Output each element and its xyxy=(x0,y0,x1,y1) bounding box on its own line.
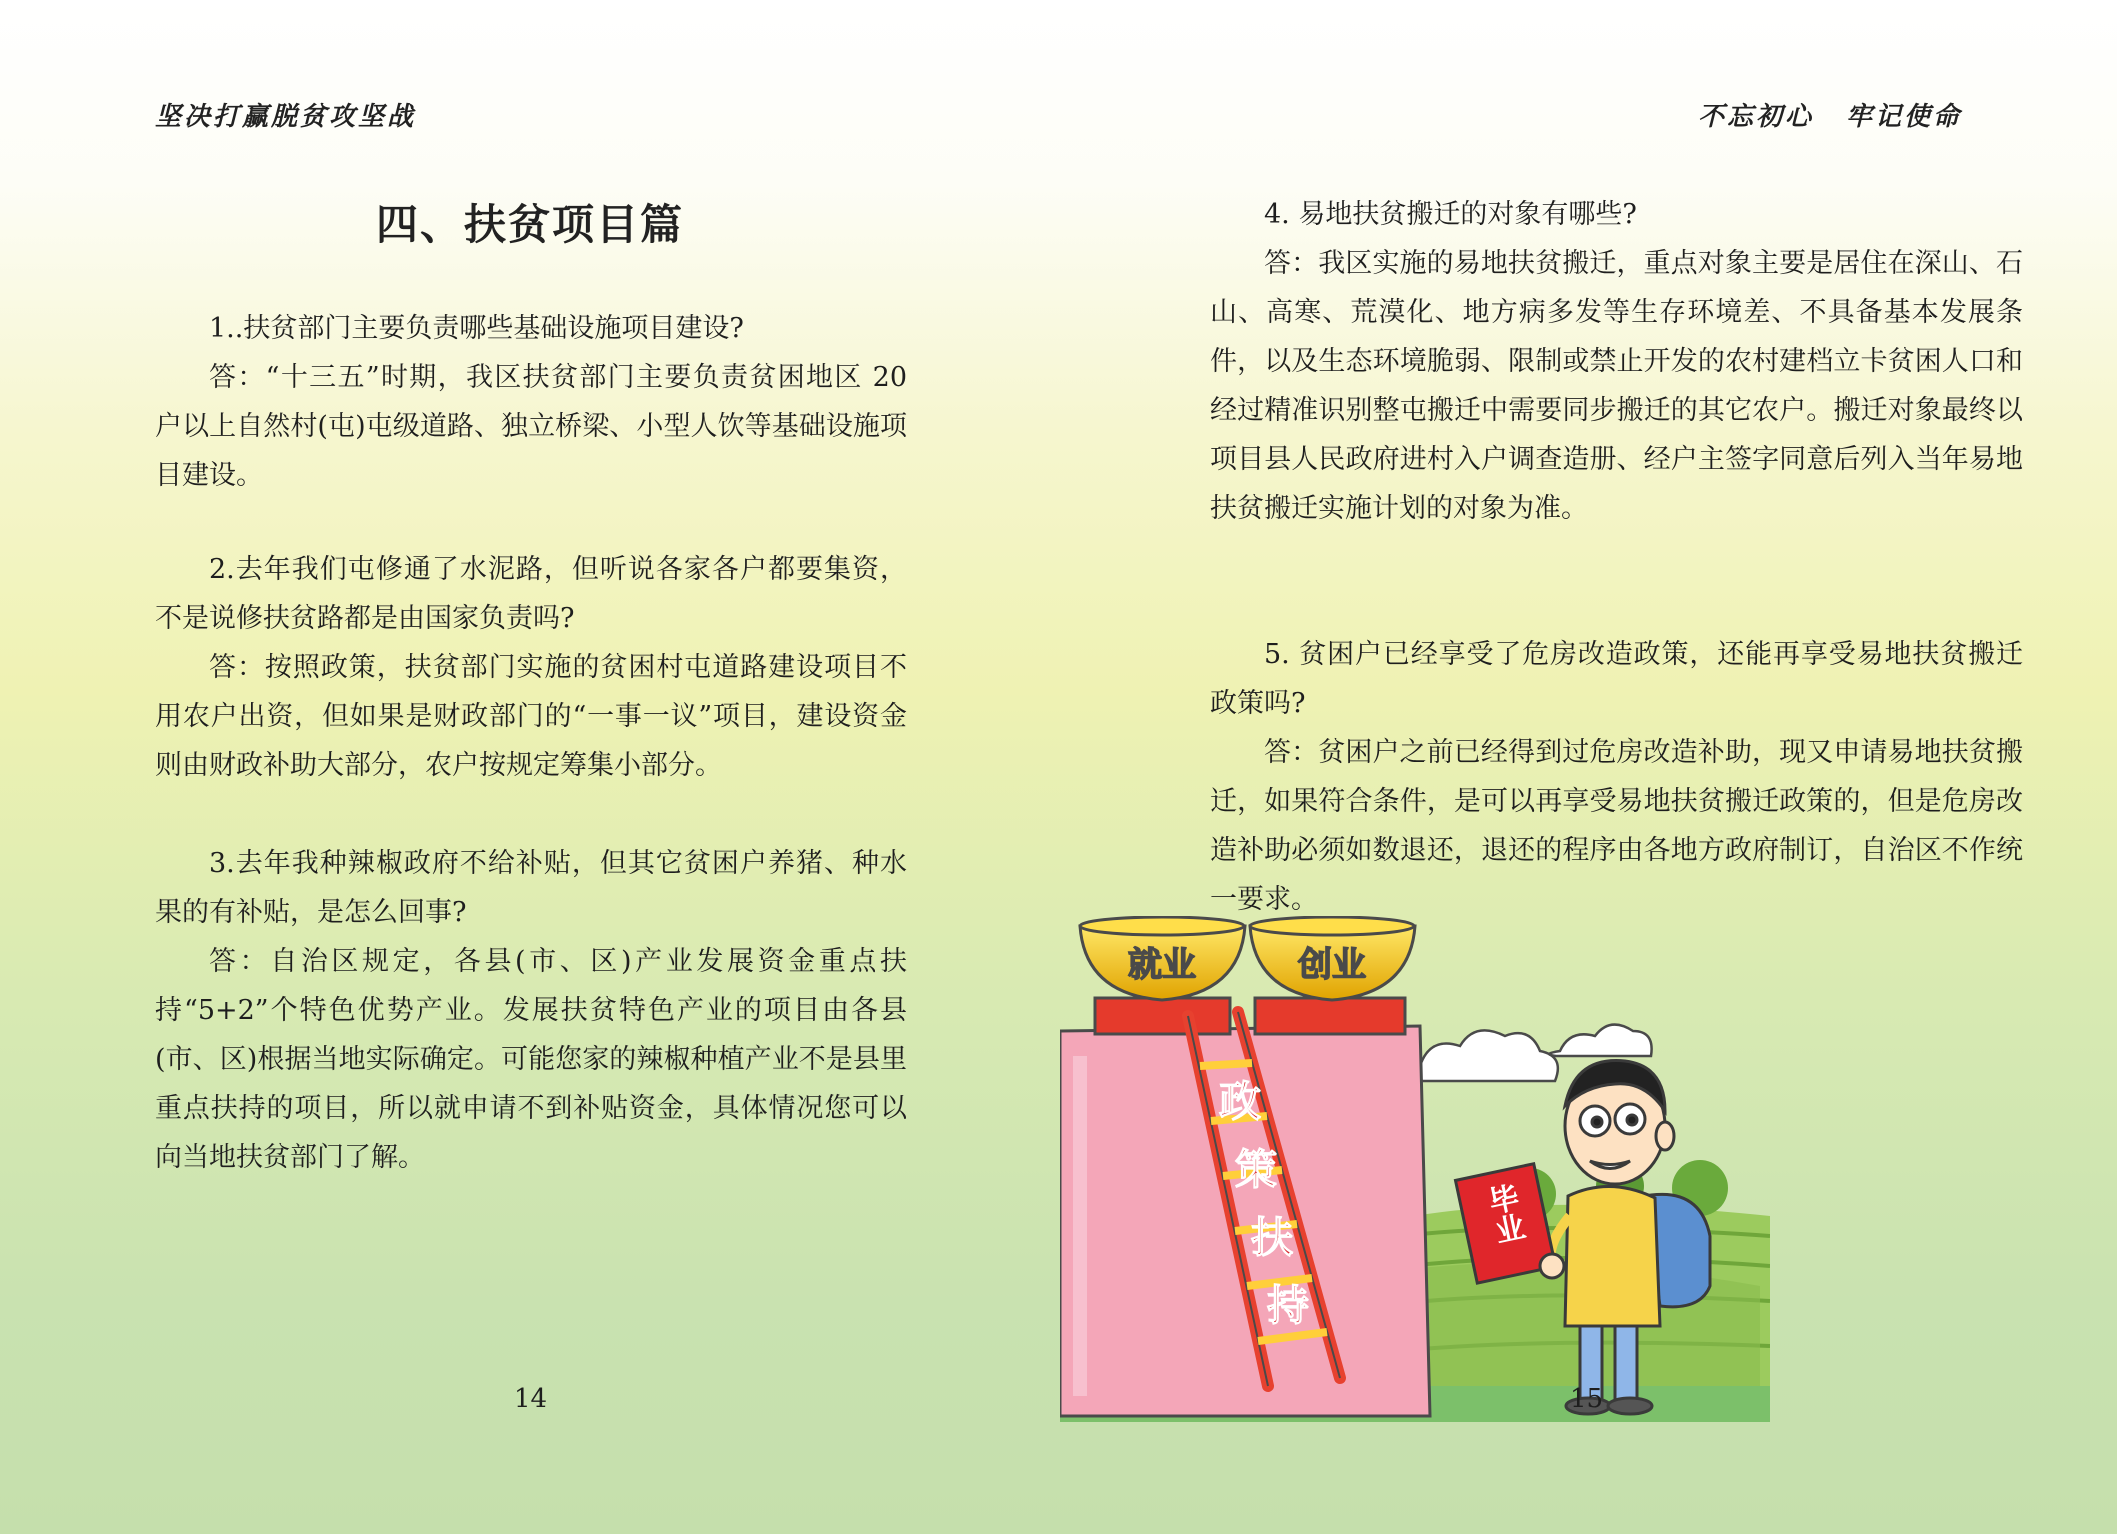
question-4: 4. 易地扶贫搬迁的对象有哪些? xyxy=(1264,199,1637,230)
running-header-right: 不忘初心 牢记使命 xyxy=(1697,102,1962,132)
ladder-char-2: 策 xyxy=(1234,1145,1278,1194)
policy-support-illustration xyxy=(1060,916,1770,1422)
bowl-label-entrepreneurship: 创业 xyxy=(1298,945,1366,985)
qa-item-4 xyxy=(1210,190,2023,533)
question-2: 2.去年我们屯修通了水泥路，但听说各家各户都要集资，不是说修扶贫路都是由国家负责吗? xyxy=(155,554,907,634)
ladder-char-1: 政 xyxy=(1218,1077,1262,1126)
page-number-right: 15 xyxy=(1570,1384,1604,1414)
bowl-employment xyxy=(1080,917,1245,1000)
answer-2: 答：按照政策，扶贫部门实施的贫困村屯道路建设项目不用农户出资，但如果是财政部门的“一事一议”项目，建设资金则由财政补助大部分，农户按规定筹集小部分。 xyxy=(155,652,907,781)
booklet-label: 毕业 xyxy=(1480,1181,1527,1248)
bowl-label-employment: 就业 xyxy=(1128,945,1196,985)
qa-item-5 xyxy=(1210,630,2023,924)
bowl-entrepreneurship xyxy=(1250,917,1415,1000)
qa-item-1 xyxy=(155,304,907,500)
question-5: 5. 贫困户已经享受了危房改造政策，还能再享受易地扶贫搬迁政策吗? xyxy=(1210,639,2023,719)
answer-3: 答：自治区规定，各县(市、区)产业发展资金重点扶持“5+2”个特色优势产业。发展扶贫特色产业的项目由各县(市、区)根据当地实际确定。可能您家的辣椒种植产业不是县里重点扶持的项目，所以就申请不到补贴资金，具体情况您可以向当地扶贫部门了解。 xyxy=(155,946,907,1173)
left-page xyxy=(0,0,1058,1534)
qa-item-3 xyxy=(155,839,907,1182)
running-header-left: 坚决打赢脱贫攻坚战 xyxy=(155,102,417,132)
ladder-char-4: 持 xyxy=(1266,1281,1310,1330)
answer-5: 答：贫困户之前已经得到过危房改造补助，现又申请易地扶贫搬迁，如果符合条件，是可以再享受易地扶贫搬迁政策的，但是危房改造补助必须如数退还，退还的程序由各地方政府制订，自治区不作统一要求。 xyxy=(1210,737,2023,915)
question-1: 1..扶贫部门主要负责哪些基础设施项目建设? xyxy=(209,313,744,344)
answer-4: 答：我区实施的易地扶贫搬迁，重点对象主要是居住在深山、石山、高寒、荒漠化、地方病多发等生存环境差、不具备基本发展条件，以及生态环境脆弱、限制或禁止开发的农村建档立卡贫困人口和经过精准识别整屯搬迁中需要同步搬迁的其它农户。搬迁对象最终以项目县人民政府进村入户调查造册、经户主签字同意后列入当年易地扶贫搬迁实施计划的对象为准。 xyxy=(1210,248,2023,524)
qa-item-2 xyxy=(155,545,907,790)
answer-1: 答：“十三五”时期，我区扶贫部门主要负责贫困地区 20 户以上自然村(屯)屯级道路、独立桥梁、小型人饮等基础设施项目建设。 xyxy=(155,362,907,491)
chapter-title: 四、扶贫项目篇 xyxy=(375,200,684,249)
page-number-left: 14 xyxy=(514,1384,548,1414)
question-3: 3.去年我种辣椒政府不给补贴，但其它贫困户养猪、种水果的有补贴，是怎么回事? xyxy=(155,848,907,928)
ladder-char-3: 扶 xyxy=(1250,1213,1294,1262)
